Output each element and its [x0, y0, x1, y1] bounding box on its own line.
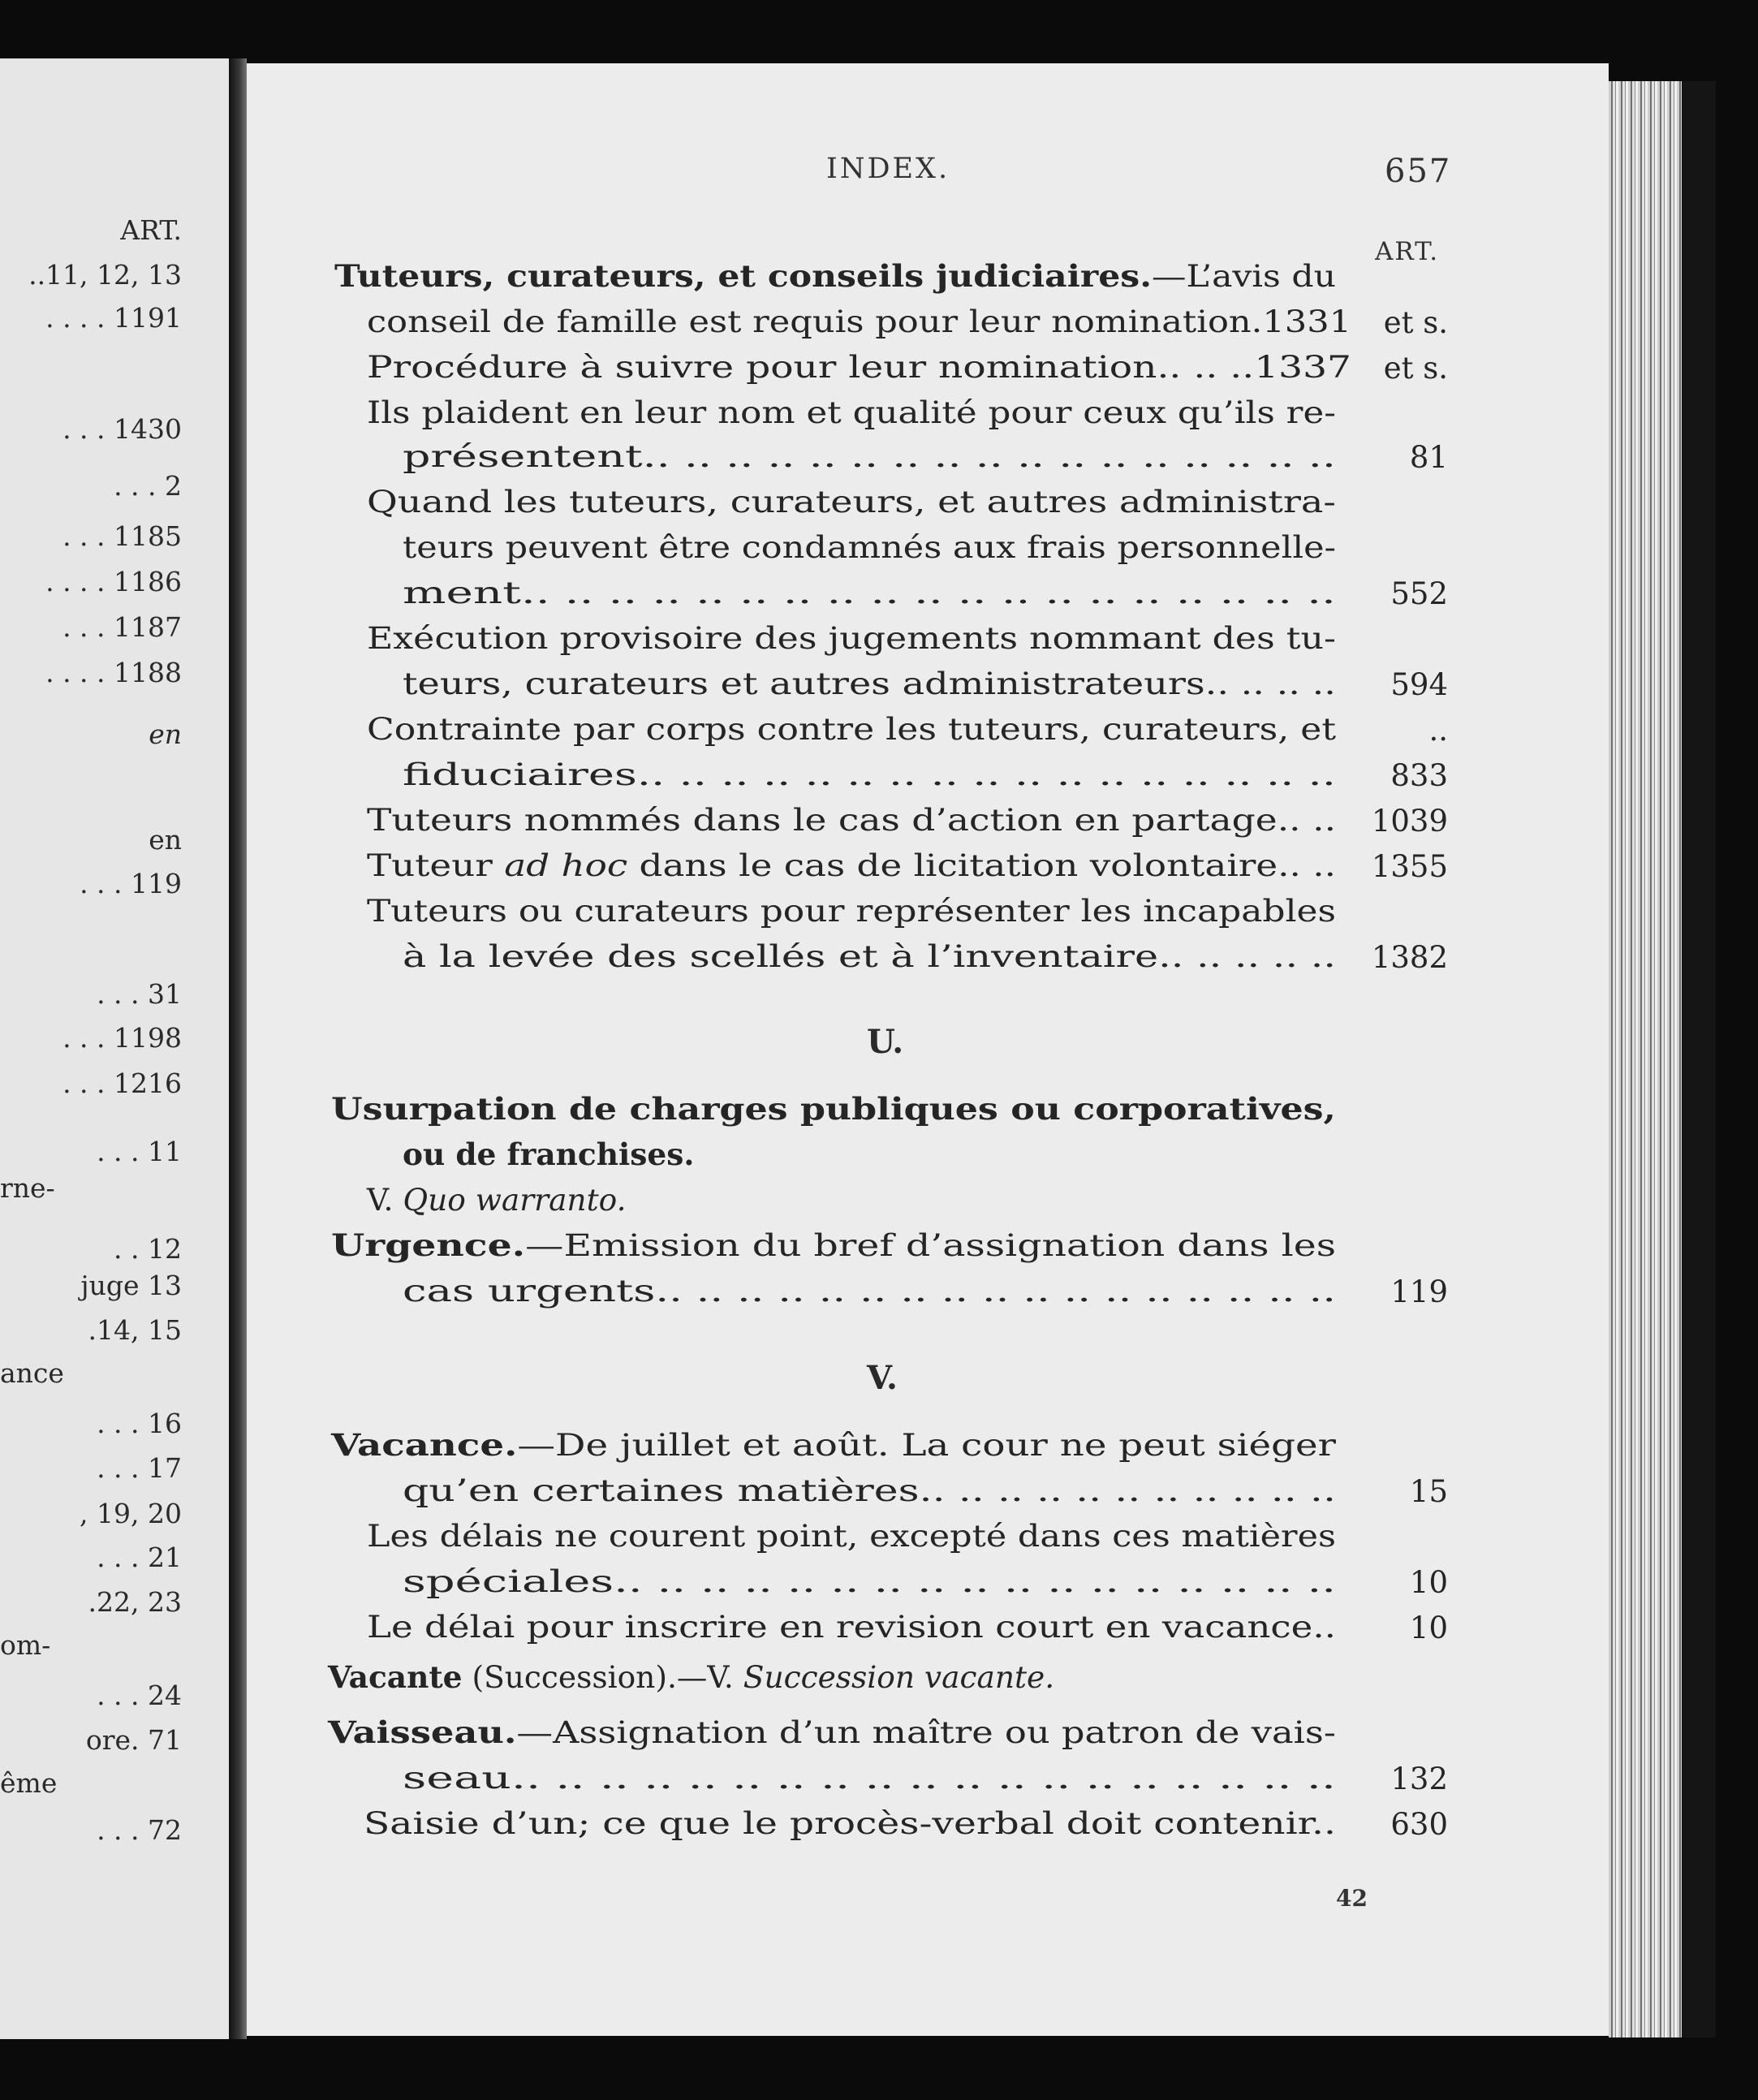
index-text: Quo warranto.	[403, 1182, 627, 1218]
index-line	[367, 1609, 1337, 1645]
left-fragment-line: om-	[0, 1629, 51, 1661]
index-line	[403, 1563, 1337, 1599]
index-line	[334, 258, 1336, 294]
index-text: (Succession).—V.	[462, 1659, 743, 1695]
left-fragment-line: ART.	[120, 214, 182, 246]
index-text: ad hoc	[504, 847, 628, 883]
index-text: teurs peuvent être condamnés aux frais personnelle-	[403, 529, 1337, 565]
left-fragment-line: rne-	[0, 1172, 55, 1204]
index-text: ou de franchises.	[403, 1136, 695, 1172]
left-fragment-line: . . . . 1188	[45, 657, 182, 688]
index-line	[367, 304, 1352, 339]
index-text: V.	[367, 1182, 403, 1218]
index-text: Usurpation de charges publiques ou corporatives,	[331, 1091, 1336, 1127]
left-fragment-line: .14, 15	[88, 1314, 182, 1346]
left-fragment-line: . . . . 1191	[45, 302, 182, 334]
signature-mark: 42	[1336, 1885, 1368, 1912]
index-text: Vacance.	[331, 1427, 518, 1463]
article-reference: 119	[1390, 1274, 1448, 1309]
index-text: Tuteurs ou curateurs pour représenter les incapables	[367, 893, 1337, 929]
index-line	[367, 802, 1337, 838]
left-fragment-line: . . . 1430	[62, 413, 182, 445]
index-text: —Assignation d’un maître ou patron de vais-	[516, 1714, 1336, 1750]
index-text: Le délai pour inscrire en revision court en vacance..	[367, 1609, 1337, 1645]
index-text: Ils plaident en leur nom et qualité pour ceux qu’ils re-	[367, 395, 1336, 430]
index-text: ment.. .. .. .. .. .. .. .. .. .. .. .. .. .. .. .. .. .. ..	[403, 575, 1336, 610]
index-text: qu’en certaines matières.. .. .. .. .. .. .. .. .. .. ..	[403, 1473, 1336, 1508]
page-edge-shadow	[1682, 81, 1716, 2037]
index-text: seau.. .. .. .. .. .. .. .. .. .. .. .. .. .. .. .. .. .. ..	[403, 1760, 1336, 1796]
index-line	[403, 529, 1337, 565]
book-spine	[229, 58, 247, 2039]
left-fragment-line: . . . 119	[80, 868, 182, 899]
index-text: fiduciaires.. .. .. .. .. .. .. .. .. .. .. .. .. .. .. .. ..	[403, 757, 1336, 792]
index-text: Tuteur	[367, 847, 505, 883]
index-line	[367, 620, 1336, 656]
left-fragment-line: . . . 1198	[62, 1022, 182, 1054]
article-reference: et s.	[1383, 305, 1448, 340]
left-fragment-line: . . . 16	[97, 1408, 182, 1439]
article-reference: 15	[1409, 1474, 1448, 1509]
index-text: —L’avis du	[1152, 258, 1336, 294]
article-reference: 1355	[1371, 849, 1448, 884]
index-line	[367, 711, 1337, 747]
index-text: Tuteurs, curateurs, et conseils judiciaires.	[334, 258, 1153, 294]
article-reference: 81	[1409, 440, 1448, 475]
article-reference: 552	[1390, 576, 1448, 611]
index-line	[403, 1473, 1336, 1508]
section-letter: V.	[867, 1359, 898, 1397]
index-text: Vacante	[328, 1659, 463, 1695]
index-line	[367, 395, 1336, 430]
index-line	[364, 1805, 1337, 1841]
index-text: présentent.. .. .. .. .. .. .. .. .. .. .. .. .. .. .. .. ..	[403, 438, 1336, 474]
article-reference: 594	[1390, 667, 1448, 702]
article-reference: 132	[1390, 1761, 1448, 1796]
index-line	[403, 757, 1336, 792]
running-title: INDEX.	[826, 153, 950, 185]
index-text: Quand les tuteurs, curateurs, et autres administra-	[367, 484, 1336, 520]
left-fragment-line: . . . 17	[97, 1452, 182, 1484]
index-text: cas urgents.. .. .. .. .. .. .. .. .. .. .. .. .. .. .. .. ..	[403, 1273, 1336, 1309]
index-text: dans le cas de licitation volontaire.. ..	[627, 847, 1337, 883]
index-line	[403, 938, 1336, 974]
left-fragment-line: .22, 23	[88, 1586, 182, 1618]
index-line	[367, 893, 1337, 929]
article-reference: 1382	[1371, 940, 1448, 975]
index-line	[328, 1659, 1055, 1695]
left-fragment-line: . . . 1187	[62, 611, 182, 643]
index-text: teurs, curateurs et autres administrateurs.. .. .. ..	[403, 666, 1336, 701]
index-line	[403, 1136, 695, 1172]
left-fragment-line: ême	[0, 1767, 58, 1799]
index-text: Contrainte par corps contre les tuteurs, curateurs, et	[367, 711, 1337, 747]
left-fragment-line: . . . 21	[97, 1542, 182, 1573]
article-reference: ..	[1428, 713, 1448, 748]
left-fragment-line: en	[149, 718, 182, 750]
index-text: —Emission du bref d’assignation dans les	[525, 1227, 1337, 1263]
page-number: 657	[1385, 153, 1452, 190]
left-page-fragment	[0, 58, 229, 2039]
index-line	[331, 1427, 1337, 1463]
index-line	[367, 847, 1337, 883]
section-letter: U.	[867, 1023, 904, 1061]
left-fragment-line: juge 13	[80, 1270, 182, 1301]
left-fragment-line: . . . 72	[97, 1814, 182, 1846]
index-text: Tuteurs nommés dans le cas d’action en partage.. ..	[367, 802, 1337, 838]
art-column-label: ART.	[1375, 237, 1440, 266]
article-reference: 833	[1390, 758, 1448, 793]
index-line	[331, 1227, 1337, 1263]
article-reference: 10	[1409, 1611, 1448, 1645]
left-fragment-line: ..11, 12, 13	[28, 259, 182, 291]
index-line	[367, 484, 1336, 520]
article-reference: et s.	[1383, 351, 1448, 386]
index-text: spéciales.. .. .. .. .. .. .. .. .. .. .. .. .. .. .. .. ..	[403, 1563, 1337, 1599]
index-line	[367, 1518, 1336, 1554]
index-text: à la levée des scellés et à l’inventaire.. .. .. .. ..	[403, 938, 1336, 974]
index-line	[403, 666, 1336, 701]
left-fragment-line: ance	[0, 1357, 64, 1389]
left-fragment-line: . . . 1185	[62, 520, 182, 552]
index-text: Procédure à suivre pour leur nomination.. .. ..1337	[367, 349, 1352, 385]
index-text: —De juillet et août. La cour ne peut siéger	[517, 1427, 1337, 1463]
index-line	[403, 438, 1336, 474]
left-fragment-line: , 19, 20	[80, 1498, 182, 1529]
index-line	[403, 575, 1336, 610]
index-text: Les délais ne courent point, excepté dans ces matières	[367, 1518, 1336, 1554]
index-text: Exécution provisoire des jugements nommant des tu-	[367, 620, 1336, 656]
left-fragment-line: . . . 2	[114, 470, 182, 502]
left-fragment-line: . . . . 1186	[45, 566, 182, 597]
article-reference: 630	[1390, 1807, 1448, 1842]
index-line	[328, 1714, 1336, 1750]
index-line	[367, 1182, 627, 1218]
index-text: Succession vacante.	[743, 1659, 1055, 1695]
left-fragment-line: en	[149, 824, 182, 856]
index-text: conseil de famille est requis pour leur nomination.1331	[367, 304, 1352, 339]
index-line	[331, 1091, 1336, 1127]
left-fragment-line: . . . 11	[97, 1136, 182, 1167]
index-text: Urgence.	[331, 1227, 526, 1263]
left-fragment-line: ore. 71	[85, 1724, 182, 1756]
left-fragment-line: . . . 24	[97, 1680, 182, 1711]
index-line	[367, 349, 1352, 385]
article-reference: 10	[1409, 1565, 1448, 1600]
left-fragment-line: . . . 31	[97, 978, 182, 1010]
index-line	[403, 1273, 1336, 1309]
article-reference: 1039	[1371, 804, 1448, 839]
left-fragment-line: . . . 1216	[62, 1067, 182, 1099]
index-line	[403, 1760, 1336, 1796]
index-text: Saisie d’un; ce que le procès-verbal doit contenir..	[364, 1805, 1337, 1841]
index-text: Vaisseau.	[328, 1714, 517, 1750]
left-fragment-line: . . 12	[114, 1233, 182, 1265]
